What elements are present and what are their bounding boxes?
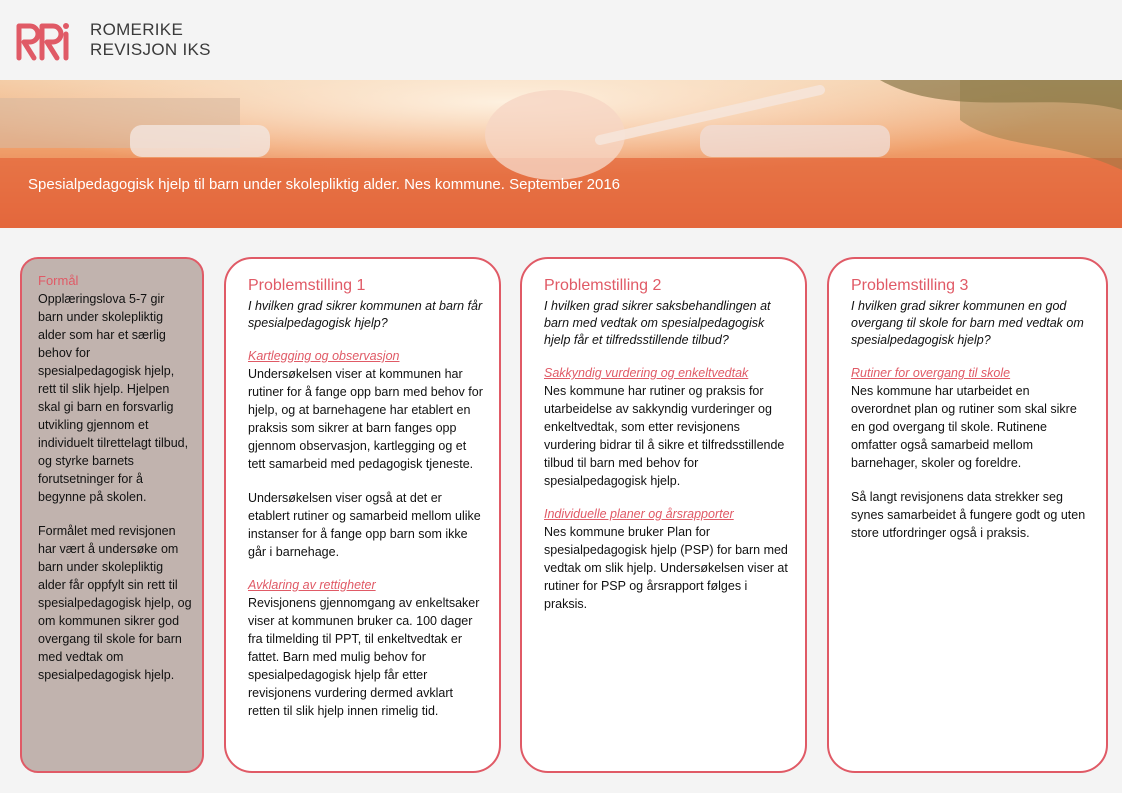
problem-2-section-1-title: Sakkyndig vurdering og enkeltvedtak [544, 366, 749, 380]
problem-3-section-1-text-1: Nes kommune har utarbeidet en overordnet plan og rutiner som skal sikre en god overgang til skole. Rutinene omfatter også samarbeid mellom barnehager, skoler og foreldre. [851, 384, 1077, 470]
problem-box-3 [827, 257, 1108, 773]
problem-1-section-2-text: Revisjonens gjennomgang av enkeltsaker viser at kommunen bruker ca. 100 dager fra tilmelding til PPT, til enkeltvedtak er fattet. Barn med mulig behov for spesialpedagogisk hjelp får etter revisjonens vurdering dermed avklart retten til slik hjelp innen rimelig tid. [248, 596, 480, 718]
problem-2-section-1-text: Nes kommune har rutiner og praksis for utarbeidelse av sakkyndig vurderinger og enkeltvedtak, som etter revisjonens vurdering bidrar til å sikre et tilfredsstillende tilbud til barn med behov for spesialpedagogisk hjelp. [544, 384, 785, 488]
problem-3-section-1-title: Rutiner for overgang til skole [851, 366, 1011, 380]
problem-1-section-2-title: Avklaring av rettigheter [248, 578, 376, 592]
problem-3-section-1-text-2: Så langt revisjonens data strekker seg synes samarbeidet å fungere godt og uten store utfordringer også i praksis. [851, 490, 1086, 540]
problem-3-title: Problemstilling 3 [851, 277, 969, 294]
rri-logo-icon [14, 18, 82, 62]
problem-2-section-2-title: Individuelle planer og årsrapporter [544, 507, 734, 521]
problem-1-title: Problemstilling 1 [248, 277, 366, 294]
logo [14, 18, 211, 62]
problem-3-question: I hvilken grad sikrer kommunen en god overgang til skole for barn med vedtak om spesialpedagogisk hjelp? [851, 299, 1084, 347]
problem-1-section-1-title: Kartlegging og observasjon [248, 349, 400, 363]
purpose-paragraph-2: Formålet med revisjonen har vært å undersøke om barn under skolepliktig alder får oppfylt sin rett til spesialpedagogisk hjelp, og om kommunen sikrer god overgang til skole for barn med vedtak om spesialpedagogisk hjelp. [38, 524, 192, 682]
problem-2-section-2-text: Nes kommune bruker Plan for spesialpedagogisk hjelp (PSP) for barn med vedtak om slik hjelp. Undersøkelsen viser at rutiner for PSP og årsrapport følges i praksis. [544, 525, 788, 611]
problem-2-question: I hvilken grad sikrer saksbehandlingen at barn med vedtak om spesialpedagogisk hjelp får et tilfredsstillende tilbud? [544, 299, 771, 347]
problem-2-title: Problemstilling 2 [544, 277, 662, 294]
problem-box-2 [520, 257, 807, 773]
banner-title: Spesialpedagogisk hjelp til barn under skolepliktig alder. Nes kommune. September 2016 [28, 176, 621, 193]
logo-line1: ROMERIKE [90, 20, 184, 39]
purpose-box [20, 257, 204, 773]
purpose-title: Formål [38, 273, 79, 288]
problem-1-question: I hvilken grad sikrer kommunen at barn får spesialpedagogisk hjelp? [248, 299, 483, 330]
purpose-paragraph-1: Opplæringslova 5-7 gir barn under skolepliktig alder som har et særlig behov for spesialpedagogisk hjelp, rett til slik hjelp. Hjelpen skal gi barn en forsvarlig utvikling gjennom et individuelt tilrettelagt tilbud, og styrke barnets forutsetninger for å begynne på skolen. [38, 292, 189, 504]
banner-image [0, 80, 1122, 228]
logo-text [90, 20, 211, 60]
problem-1-section-1-text-1: Undersøkelsen viser at kommunen har rutiner for å fange opp barn med behov for hjelp, og at barnehagene har etablert en praksis som sikrer at barn fanges opp gjennom observasjon, kartlegging og et tett samarbeid med pedagogisk tjeneste. [248, 367, 483, 471]
problem-1-section-1-text-2: Undersøkelsen viser også at det er etablert rutiner og samarbeid mellom ulike instanser for å fange opp barn som ikke går i barnehage. [248, 491, 481, 559]
logo-line2: REVISJON IKS [90, 40, 211, 59]
problem-box-1 [224, 257, 501, 773]
